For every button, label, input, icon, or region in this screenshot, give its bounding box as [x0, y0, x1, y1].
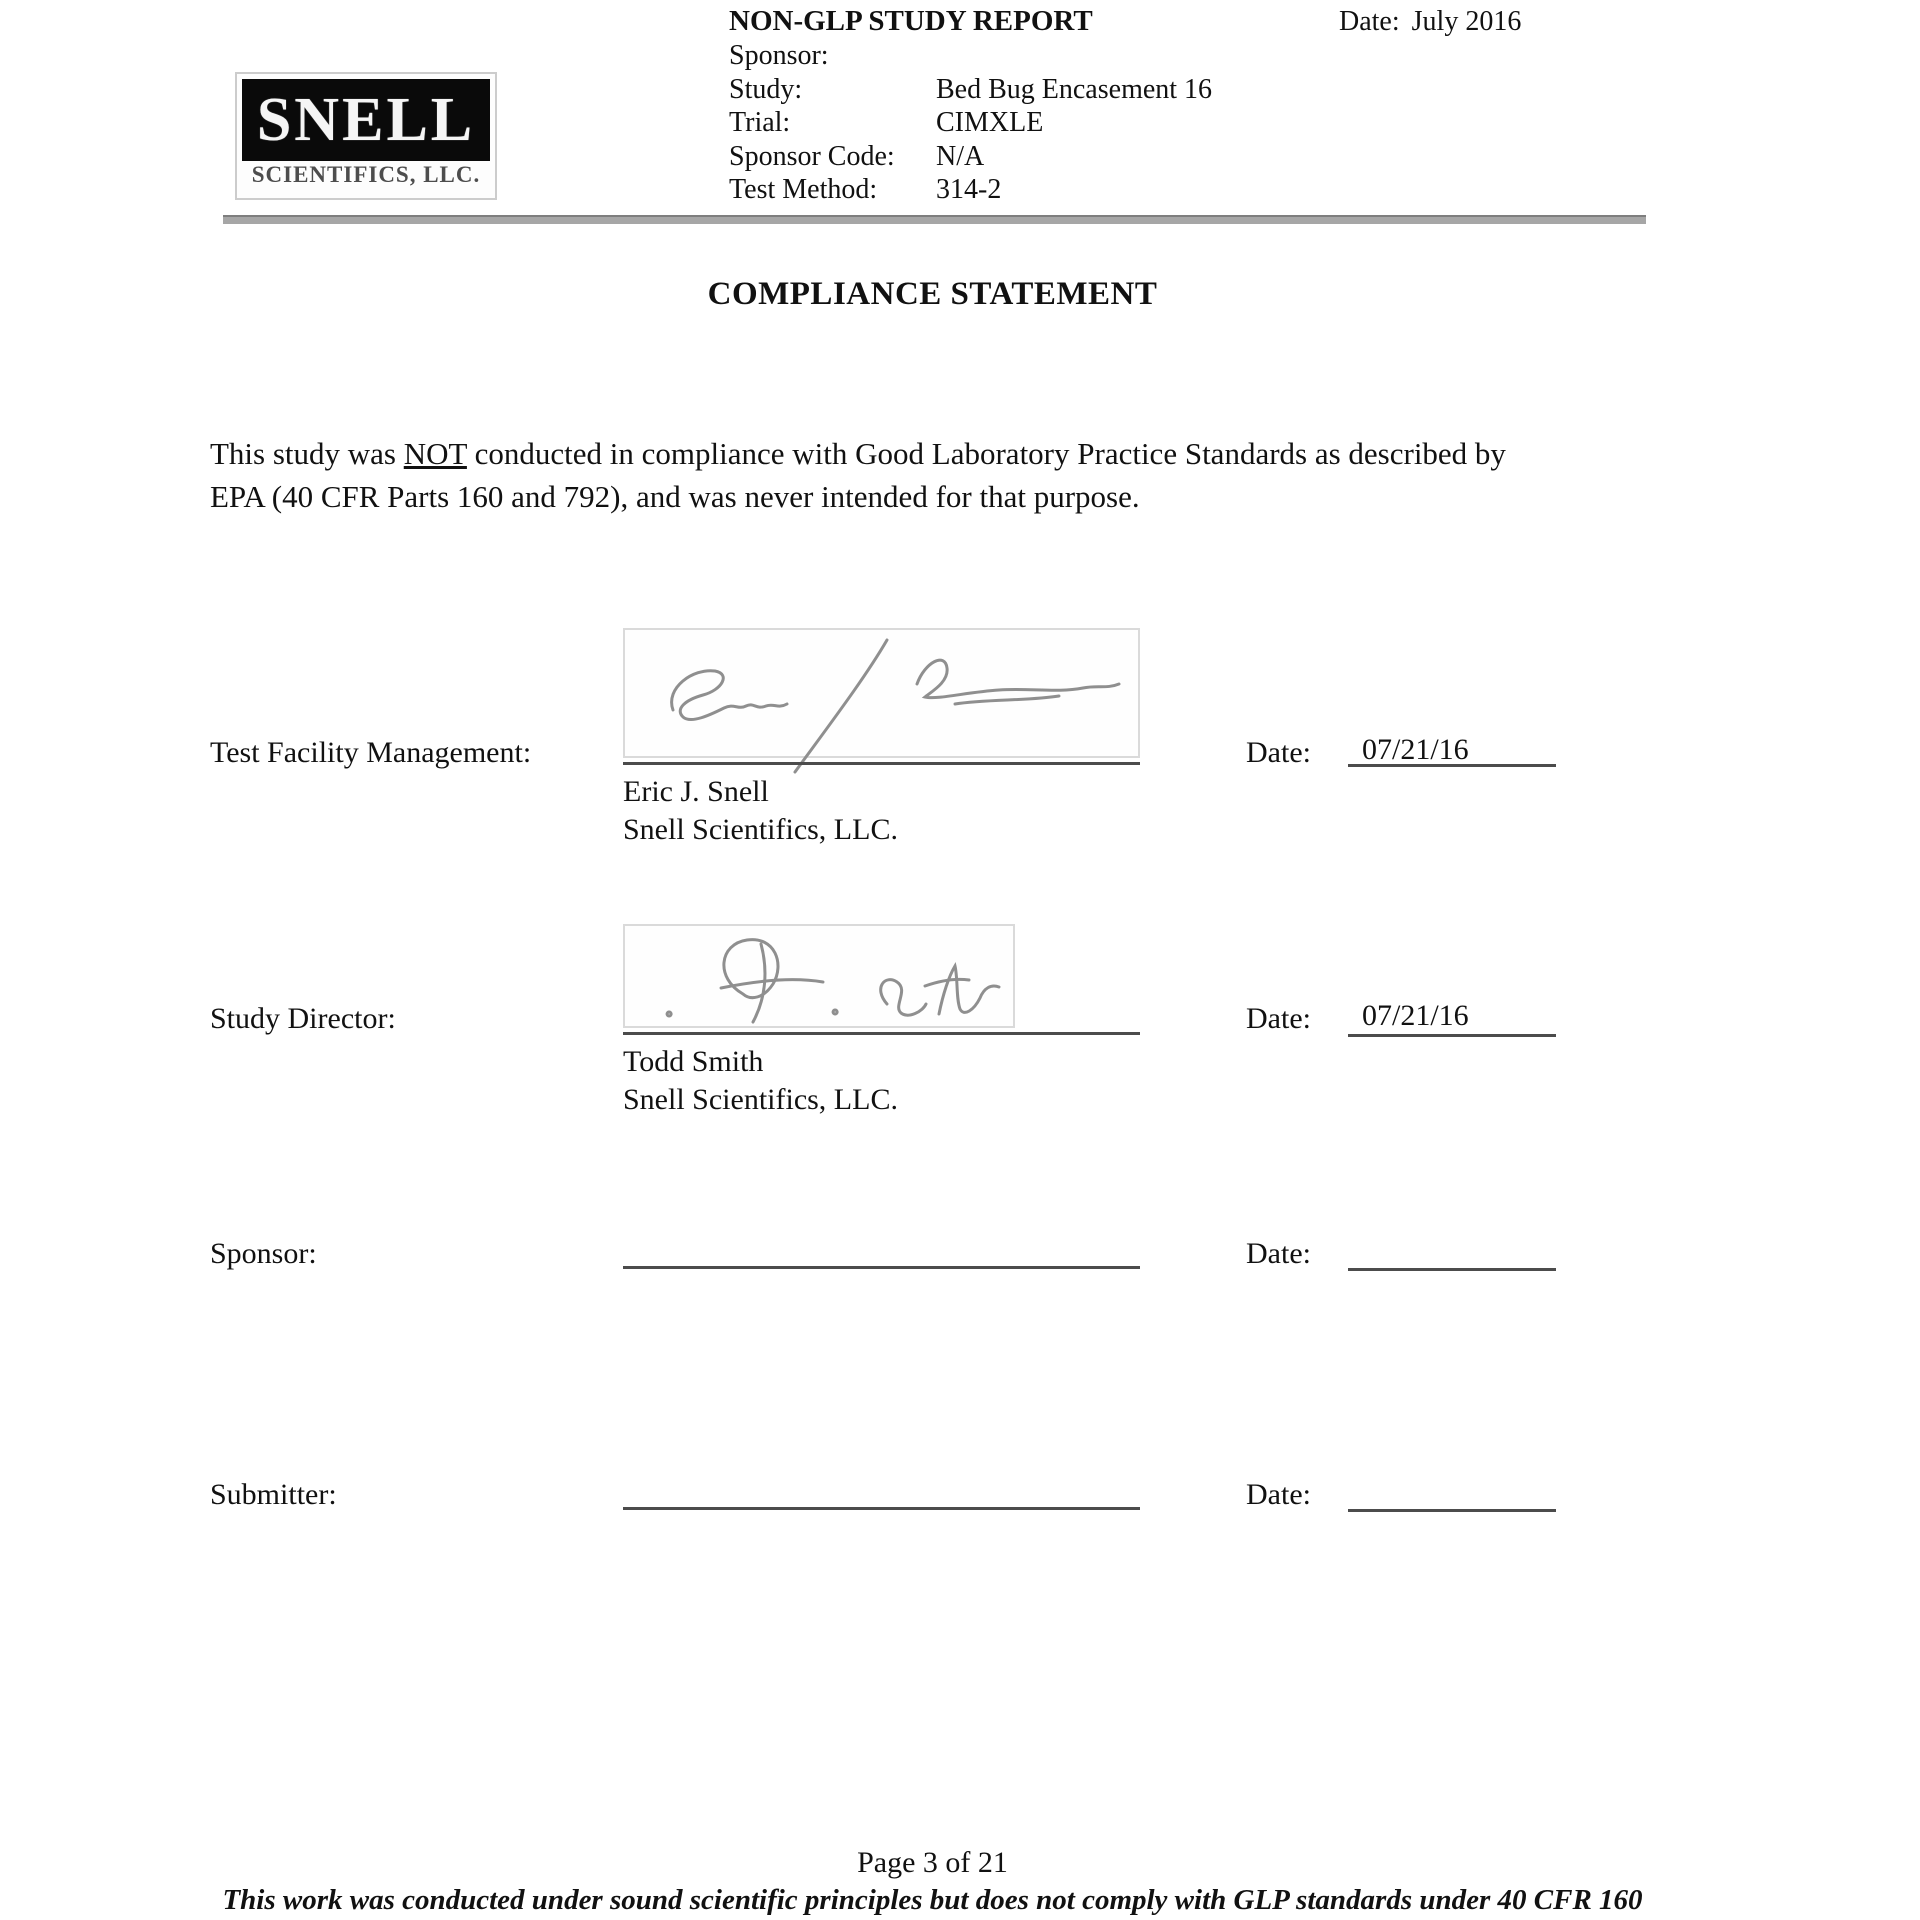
sig-row-label-submitter: Submitter: [210, 1478, 337, 1511]
date-line [1348, 1268, 1556, 1271]
field-value: Bed Bug Encasement 16 [936, 73, 1213, 105]
signature-line [623, 1507, 1140, 1510]
footer-disclaimer: This work was conducted under sound scientific principles but does not comply with GLP standards under 40 CFR 160 [222, 1884, 1643, 1916]
field-label: Study: [729, 73, 803, 105]
logo-subtext: SCIENTIFICS, LLC. [251, 162, 481, 187]
date-line [1348, 1034, 1556, 1037]
sig-row-label-sponsor: Sponsor: [210, 1237, 317, 1270]
signer-name-block [623, 773, 898, 849]
date-value: 07/21/16 [1362, 999, 1469, 1032]
header-date [1339, 6, 1521, 38]
signature-eric-snell-strokes [625, 630, 1138, 756]
header-date-label: Date: [1339, 6, 1400, 37]
signer-name: Eric J. Snell [623, 775, 769, 808]
sig-row-label-test-facility-management: Test Facility Management: [210, 736, 532, 769]
company-logo [235, 72, 497, 200]
statement-text: This study was [210, 436, 404, 471]
compliance-statement-paragraph [210, 432, 1675, 518]
signer-name: Todd Smith [623, 1045, 764, 1078]
signer-company: Snell Scientifics, LLC. [623, 1083, 898, 1116]
date-label: Date: [1246, 1237, 1311, 1270]
sig-row-label-study-director: Study Director: [210, 1002, 396, 1035]
header-divider-rule [223, 215, 1646, 224]
date-label: Date: [1246, 1002, 1311, 1035]
field-label: Sponsor Code: [729, 140, 895, 172]
statement-not-underlined: NOT [403, 436, 467, 471]
signature-line [623, 762, 1140, 765]
signer-name-block [623, 1043, 898, 1119]
date-line [1348, 1509, 1556, 1512]
signature-line [623, 1032, 1140, 1035]
header-field-sponsor-code [729, 140, 1212, 174]
header-study-info [729, 5, 1212, 207]
statement-text: EPA (40 CFR Parts 160 and 792), and was never intended for that purpose. [210, 479, 1140, 514]
signer-company: Snell Scientifics, LLC. [623, 813, 898, 846]
logo-word: SNELL [256, 86, 476, 154]
date-line [1348, 764, 1556, 767]
header-field-trial [729, 106, 1212, 140]
header-date-value: July 2016 [1411, 6, 1522, 37]
date-label: Date: [1246, 1478, 1311, 1511]
header-field-sponsor [729, 39, 1212, 73]
field-label: Sponsor: [729, 40, 829, 71]
header-field-test-method [729, 173, 1212, 207]
field-value: CIMXLE [936, 107, 1044, 139]
field-value: N/A [936, 140, 985, 172]
header-field-study [729, 73, 1212, 107]
signature-todd-smith-strokes [625, 926, 1013, 1026]
signature-line [623, 1266, 1140, 1269]
field-value: 314-2 [936, 174, 1002, 206]
signature-image-todd-smith [623, 924, 1015, 1028]
field-label: Test Method: [729, 174, 878, 206]
date-value: 07/21/16 [1362, 733, 1469, 766]
signature-image-eric-snell [623, 628, 1140, 758]
page-number: Page 3 of 21 [857, 1846, 1008, 1879]
field-label: Trial: [729, 107, 791, 139]
report-type-title: NON-GLP STUDY REPORT [729, 5, 1093, 37]
date-label: Date: [1246, 736, 1311, 769]
statement-text: conducted in compliance with Good Laboratory Practice Standards as described by [466, 436, 1506, 471]
logo-black-panel [242, 79, 490, 161]
page-title: COMPLIANCE STATEMENT [707, 276, 1158, 312]
